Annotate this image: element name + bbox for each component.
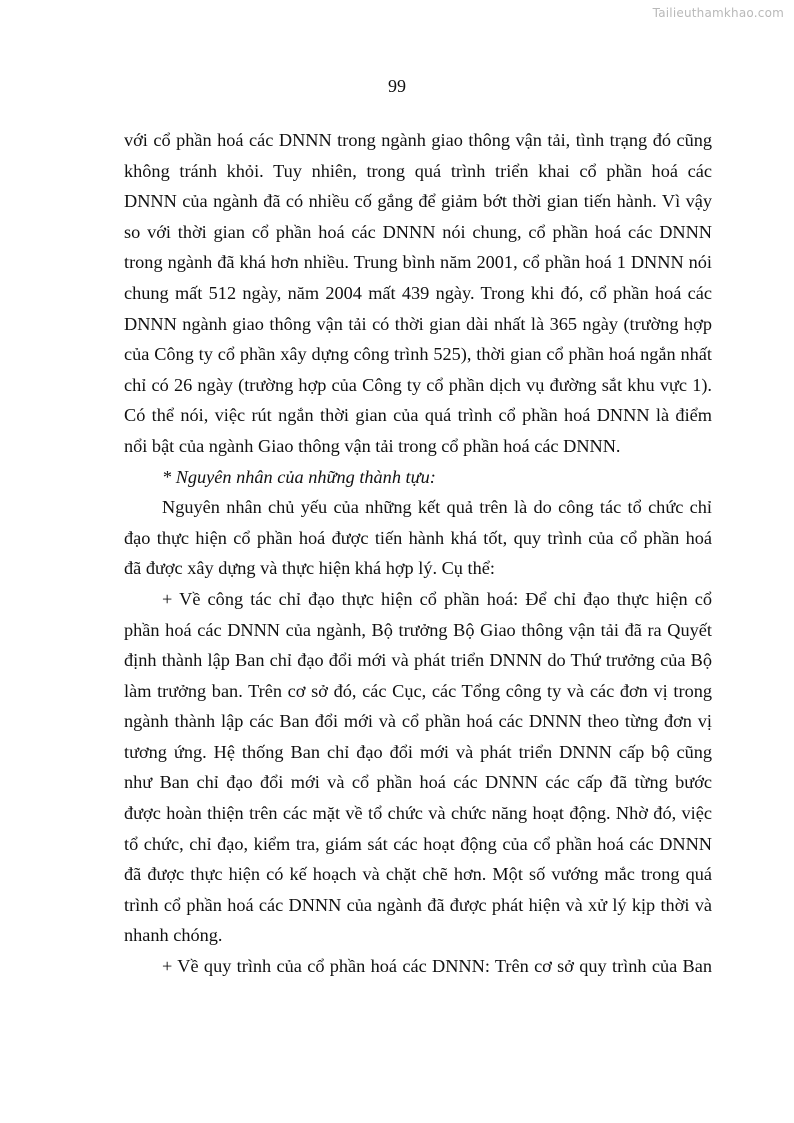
text-line: + Về quy trình của cổ phần hoá các DNNN: Trên cơ sở quy trình của Ban: [162, 956, 712, 977]
text-line: làm trưởng ban. Trên cơ sở đó, các Cục, các Tổng công ty và các đơn vị trong: [124, 680, 712, 701]
text-line: của Công ty cổ phần xây dựng công trình 525), thời gian cổ phần hoá ngắn nhất: [124, 344, 712, 365]
text-line: + Về công tác chỉ đạo thực hiện cổ phần hoá: Để chỉ đạo thực hiện cổ: [162, 588, 712, 609]
text-line: đạo thực hiện cổ phần hoá được tiến hành khá tốt, quy trình của cổ phần hoá: [124, 527, 712, 548]
text-line: Có thể nói, việc rút ngắn thời gian của quá trình cổ phần hoá DNNN là điểm: [124, 405, 712, 426]
text-line: tương ứng. Hệ thống Ban chỉ đạo đổi mới và phát triển DNNN cấp bộ cũng: [124, 741, 712, 762]
text-line: trình cổ phần hoá các DNNN của ngành đã được phát hiện và xử lý kịp thời và: [124, 894, 712, 915]
text-line: nhanh chóng.: [124, 925, 223, 946]
text-line: được hoàn thiện trên các mặt về tổ chức và chức năng hoạt động. Nhờ đó, việc: [124, 803, 712, 824]
text-line: chung mất 512 ngày, năm 2004 mất 439 ngày. Trong khi đó, cổ phần hoá các: [124, 282, 712, 303]
text-line: đã được xây dựng và thực hiện khá hợp lý. Cụ thể:: [124, 558, 495, 579]
page-number: 99: [388, 76, 406, 96]
text-line: định thành lập Ban chỉ đạo đổi mới và phát triển DNNN do Thứ trưởng của Bộ: [124, 650, 712, 671]
text-line: Nguyên nhân chủ yếu của những kết quả trên là do công tác tổ chức chỉ: [162, 497, 712, 518]
text-line: DNNN ngành giao thông vận tải có thời gian dài nhất là 365 ngày (trường hợp: [124, 313, 712, 334]
text-line: trong ngành đã khá hơn nhiều. Trung bình năm 2001, cổ phần hoá 1 DNNN nói: [124, 252, 712, 273]
text-line: DNNN của ngành đã có nhiều cố gắng để giảm bớt thời gian tiến hành. Vì vậy: [124, 191, 712, 212]
text-line: không tránh khỏi. Tuy nhiên, trong quá trình triển khai cổ phần hoá các: [124, 160, 712, 181]
text-line: so với thời gian cổ phần hoá các DNNN nói chung, cổ phần hoá các DNNN: [124, 221, 712, 242]
text-line: phần hoá các DNNN của ngành, Bộ trưởng Bộ Giao thông vận tải đã ra Quyết: [124, 619, 712, 640]
text-line: với cổ phần hoá các DNNN trong ngành giao thông vận tải, tình trạng đó cũng: [124, 130, 712, 150]
text-line: ngành thành lập các Ban đổi mới và cổ phần hoá các DNNN theo từng đơn vị: [124, 711, 712, 732]
text-line: chỉ có 26 ngày (trường hợp của Công ty cổ phần dịch vụ đường sắt khu vực 1).: [124, 374, 712, 395]
document-body: [124, 125, 712, 982]
watermark: Tailieuthamkhao.com: [652, 6, 784, 20]
text-line: nổi bật của ngành Giao thông vận tải trong cổ phần hoá các DNNN.: [124, 435, 621, 456]
section-heading: * Nguyên nhân của những thành tựu:: [162, 466, 436, 487]
text-line: như Ban chỉ đạo đổi mới và cổ phần hoá các DNNN các cấp đã từng bước: [124, 772, 712, 793]
text-line: tổ chức, chỉ đạo, kiểm tra, giám sát các hoạt động của cổ phần hoá các DNNN: [124, 833, 712, 854]
text-line: đã được thực hiện có kế hoạch và chặt chẽ hơn. Một số vướng mắc trong quá: [124, 864, 712, 885]
